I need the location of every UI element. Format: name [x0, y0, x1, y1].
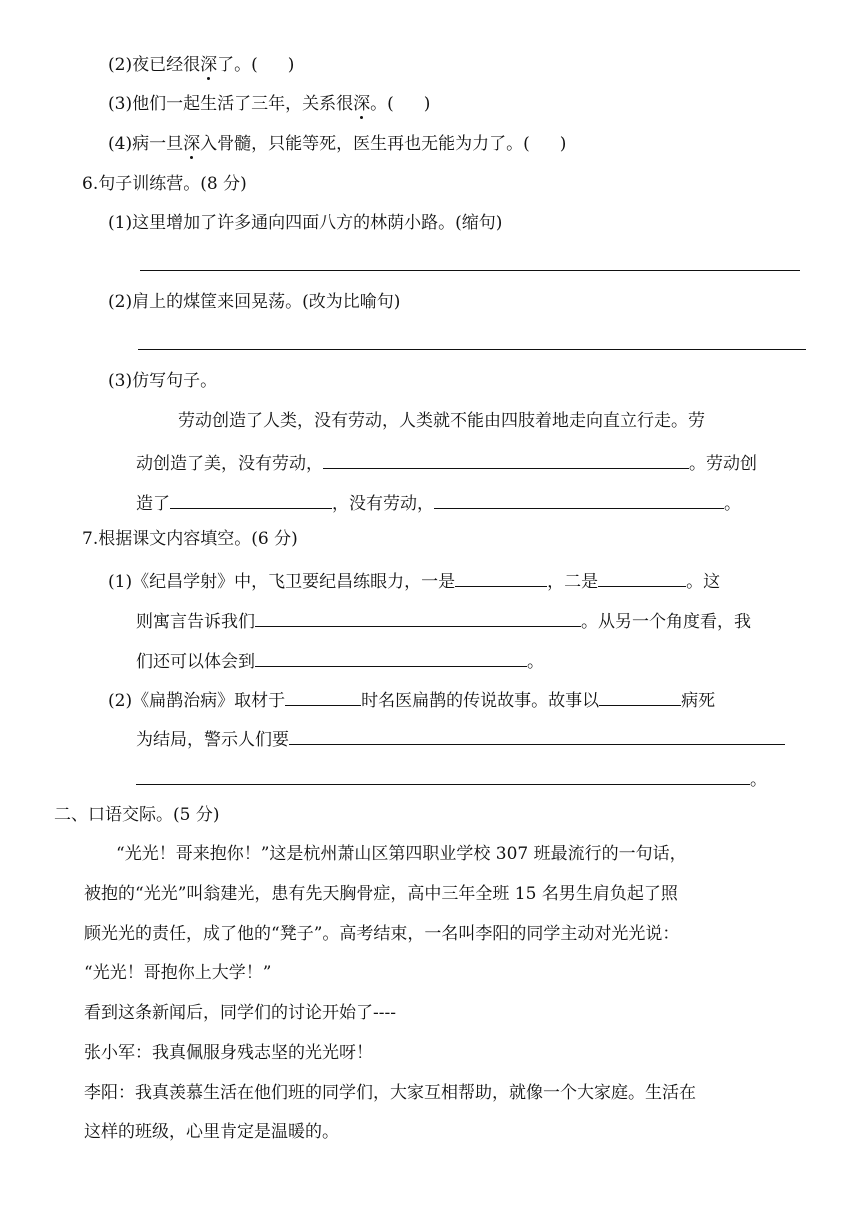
q6-example-line-2-text-b: 。劳动创: [689, 454, 757, 474]
q6-blank-1[interactable]: [323, 450, 689, 469]
q7-item-2-line-2-text: 为结局，警示人们要: [136, 730, 289, 750]
q5-item-4-close-paren: ): [559, 134, 567, 154]
q7-item-1-line-2: [136, 608, 751, 633]
q7-item-2-text-b: 时名医扁鹊的传说故事。故事以: [361, 691, 600, 711]
q5-item-2: [108, 54, 294, 76]
part2-p1-line-4: “光光！哥抱你上大学！”: [84, 963, 272, 983]
q7-blank-2[interactable]: [598, 568, 686, 587]
q5-item-4-text: (4)病一旦: [108, 134, 184, 154]
q7-blank-7[interactable]: [289, 726, 785, 745]
q6-example-line-3-text-b: ，没有劳动，: [332, 494, 434, 514]
part2-p2: 看到这条新闻后，同学们的讨论开始了----: [84, 1003, 396, 1023]
q6-blank-2[interactable]: [170, 490, 332, 509]
part2-p1-line-2: 被抱的“光光”叫翁建光，患有先天胸骨症，高中三年全班 15 名男生肩负起了照: [84, 884, 678, 904]
q6-item-1: (1)这里增加了许多通向四面八方的林荫小路。(缩句): [108, 213, 503, 233]
q7-item-1-line-2-text-b: 。从另一个角度看，我: [581, 612, 751, 632]
q6-example-line-2: [136, 450, 757, 475]
part2-p1-line-1: “光光！哥来抱你！”这是杭州萧山区第四职业学校 307 班最流行的一句话，: [116, 844, 687, 864]
q5-item-3: [108, 93, 430, 115]
q5-item-2-close-paren: ): [287, 55, 295, 75]
part2-p4-line-1: 李阳：我真羡慕生活在他们班的同学们，大家互相帮助，就像一个大家庭。生活在: [84, 1083, 696, 1103]
q5-item-2-dotted-char: 深: [200, 55, 218, 75]
q7-item-2-line-3: [136, 766, 767, 791]
q6-example-line-3-text: 造了: [136, 494, 170, 514]
q7-item-1-line-1: [108, 568, 720, 593]
part2-p4-line-2: 这样的班级，心里肯定是温暖的。: [84, 1122, 339, 1142]
q7-blank-4[interactable]: [255, 648, 527, 667]
q7-item-1-text-c: 。这: [686, 572, 721, 592]
q7-blank-3[interactable]: [255, 608, 581, 627]
q5-item-3-dotted-char: 深: [353, 94, 371, 114]
part2-title: 二、口语交际。(5 分): [54, 805, 220, 825]
q7-item-1-text-b: ，二是: [547, 572, 599, 592]
q7-item-2-text-c: 病死: [681, 691, 716, 711]
q7-blank-6[interactable]: [599, 687, 681, 706]
q6-example-line-3-text-c: 。: [724, 494, 741, 514]
part2-p1-line-3: 顾光光的责任，成了他的“凳子”。高考结束，一名叫李阳的同学主动对光光说：: [84, 924, 680, 944]
q7-item-1-line-3-text: 们还可以体会到: [136, 652, 255, 672]
q6-item-2-answer-line[interactable]: [138, 349, 806, 350]
q6-example-line-1: 劳动创造了人类，没有劳动，人类就不能由四肢着地走向直立行走。劳: [178, 411, 705, 431]
q5-item-2-text: (2)夜已经很: [108, 55, 201, 75]
q7-title: 7.根据课文内容填空。(6 分): [82, 529, 298, 549]
q5-item-4-text-b: 入骨髓，只能等死，医生再也无能为力了。(: [200, 134, 530, 154]
q7-blank-5[interactable]: [285, 687, 361, 706]
q5-item-3-text-b: 。(: [370, 94, 394, 114]
q7-item-1-text: (1)《纪昌学射》中，飞卫要纪昌练眼力，一是: [108, 572, 456, 592]
q5-item-3-close-paren: ): [423, 94, 431, 114]
q5-item-4: [108, 133, 566, 155]
q6-item-1-answer-line[interactable]: [140, 270, 800, 271]
part2-p3: 张小军：我真佩服身残志坚的光光呀！: [84, 1043, 373, 1063]
q7-item-2-text: (2)《扁鹊治病》取材于: [108, 691, 286, 711]
q7-blank-1[interactable]: [455, 568, 547, 587]
q6-item-2: (2)肩上的煤筐来回晃荡。(改为比喻句): [108, 292, 401, 312]
q6-item-3: (3)仿写句子。: [108, 371, 218, 391]
q5-item-4-dotted-char: 深: [183, 134, 201, 154]
q5-item-2-text-b: 了。(: [217, 55, 258, 75]
q7-item-2-line-1: [108, 687, 715, 712]
q6-blank-3[interactable]: [434, 490, 724, 509]
q7-item-1-line-3-text-b: 。: [527, 652, 544, 672]
q6-example-line-3: [136, 490, 741, 515]
q7-item-1-line-3: [136, 648, 544, 673]
q7-item-2-line-2: [136, 726, 785, 751]
q7-item-2-line-3-text: 。: [750, 770, 767, 790]
q7-item-1-line-2-text: 则寓言告诉我们: [136, 612, 255, 632]
q7-blank-8[interactable]: [136, 766, 750, 785]
q6-example-line-2-text: 动创造了美，没有劳动，: [136, 454, 323, 474]
q6-title: 6.句子训练营。(8 分): [82, 174, 247, 194]
q5-item-3-text: (3)他们一起生活了三年，关系很: [108, 94, 354, 114]
